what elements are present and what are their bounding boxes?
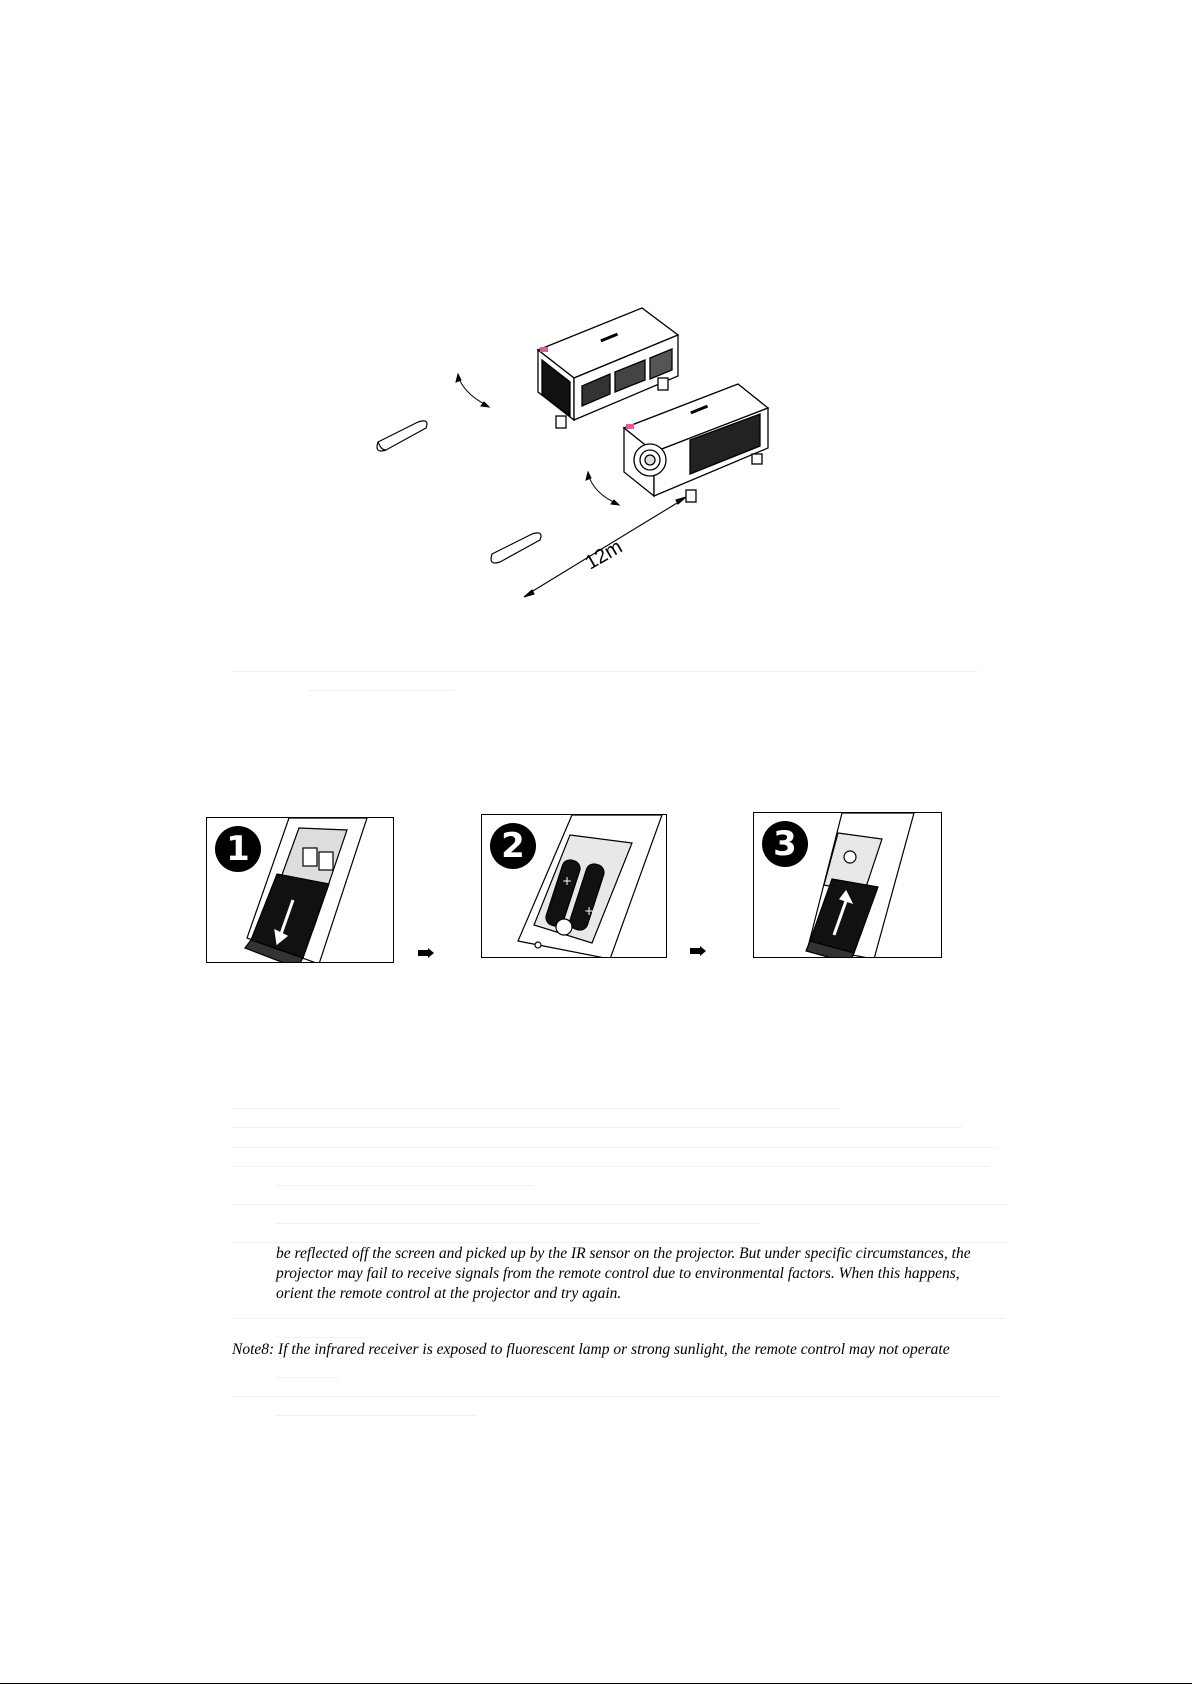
next-step-arrow-icon: [690, 946, 706, 956]
note-line: projector may fail to receive signals from the remote control due to environmental factors. When this happens,: [276, 1265, 960, 1282]
note-line: be reflected off the screen and picked up by the IR sensor on the projector. But under specific circumstances, the: [276, 1245, 971, 1262]
projector-front-icon: [624, 384, 768, 502]
remote-control-icon: [377, 421, 427, 451]
svg-text:+: +: [562, 874, 573, 888]
projector-rear-icon: [538, 308, 678, 428]
battery-step-1: [206, 817, 394, 963]
note-line: orient the remote control at the projector and try again.: [276, 1285, 622, 1302]
footer-rule: [0, 1683, 1192, 1684]
battery-step-3: [753, 812, 942, 958]
remote-control-icon: [491, 533, 541, 563]
battery-step-2: [481, 814, 667, 958]
distance-label: 12m: [581, 535, 627, 575]
next-step-arrow-icon: [418, 948, 434, 958]
step-number-badge: 2: [490, 823, 536, 869]
step-number-badge: 3: [762, 821, 808, 867]
remote-range-diagram: [360, 290, 830, 610]
step-number-badge: 1: [215, 826, 261, 872]
svg-text:+: +: [584, 904, 595, 918]
note-8: Note8: If the infrared receiver is exposed to fluorescent lamp or strong sunlight, the remote control may not operate: [232, 1341, 950, 1358]
